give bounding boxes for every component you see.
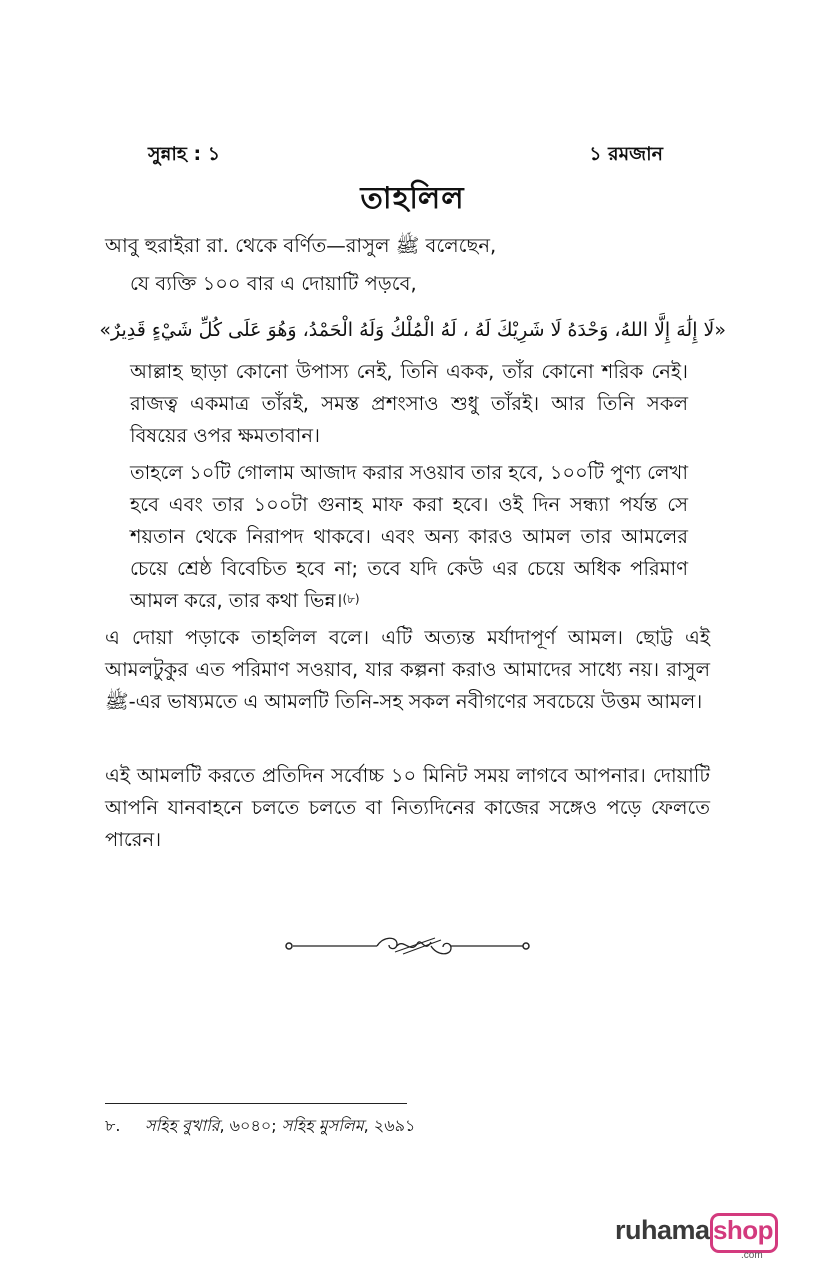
- hadith-intro: আবু হুরাইরা রা. থেকে বর্ণিত—রাসুল ﷺ বলেছেন,: [105, 234, 497, 257]
- footnote-rule: [105, 1103, 407, 1104]
- practice-paragraph: এই আমলটি করতে প্রতিদিন সর্বোচ্চ ১০ মিনিট সময় লাগবে আপনার। দোয়াটি আপনি যানবাহনে চলতে চলতে বা নিত্যদিনের কাজের সঙ্গেও পড়ে ফেলতে পারেন।: [105, 764, 710, 851]
- footnote-source-muslim: সহিহ মুসলিম: [281, 1116, 364, 1135]
- footnote: [105, 1113, 415, 1139]
- header-left: সুন্নাহ : ১: [148, 143, 221, 165]
- explanation-paragraph: এ দোয়া পড়াকে তাহলিল বলে। এটি অত্যন্ত মর্যাদাপূর্ণ আমল। ছোট্ট এই আমলটুকুর এত পরিমাণ সওয়াব, যার কল্পনা করাও আমাদের সাধ্যে নয়। রাসুল ﷺ-এর ভাষ্যমতে এ আমলটি তিনি-সহ সকল নবীগণের সবচেয়ে উত্তম আমল।: [105, 626, 710, 713]
- footnote-number-bukhari: , ৬০৪০;: [219, 1116, 282, 1135]
- hadith-reward: [130, 457, 688, 617]
- page-title: তাহলিল: [360, 181, 465, 216]
- footnote-reference[interactable]: (৮): [342, 592, 360, 606]
- footnote-number: ৮.: [105, 1116, 121, 1135]
- ornament-divider: [285, 930, 530, 962]
- logo-text-com: .com: [741, 1250, 763, 1261]
- dua-meaning: আল্লাহ ছাড়া কোনো উপাস্য নেই, তিনি একক, তাঁর কোনো শরিক নেই। রাজত্ব একমাত্র তাঁরই, সমস্ত প্রশংসাও শুধু তাঁরই। আর তিনি সকল বিষয়ের ওপর ক্ষমতাবান।: [130, 360, 688, 447]
- hadith-condition: যে ব্যক্তি ১০০ বার এ দোয়াটি পড়বে,: [130, 272, 417, 295]
- ruhamashop-logo: [615, 1213, 777, 1261]
- logo-text-ruhama: ruhama: [615, 1215, 710, 1245]
- footnote-source-bukhari: সহিহ বুখারি: [145, 1116, 220, 1135]
- logo-text-shop: shop: [712, 1215, 774, 1245]
- arabic-dua: «لَا إِلَٰهَ إِلَّا اللهُ، وَحْدَهُ لَا شَرِيْكَ لَهُ ، لَهُ الْمُلْكُ وَلَهُ الْحَمْدُ، وَهُوَ عَلَى كُلِّ شَيْءٍ قَدِيرٌ»: [99, 319, 726, 341]
- header-right: ১ রমজান: [589, 143, 663, 165]
- reward-text: তাহলে ১০টি গোলাম আজাদ করার সওয়াব তার হবে, ১০০টি পুণ্য লেখা হবে এবং তার ১০০টা গুনাহ মাফ করা হবে। ওই দিন সন্ধ্যা পর্যন্ত সে শয়তান থেকে নিরাপদ থাকবে। এবং অন্য কারও আমল তার আমলের চেয়ে শ্রেষ্ঠ বিবেচিত হবে না; তবে যদি কেউ এর চেয়ে অধিক পরিমাণ আমল করে, তার কথা ভিন্ন।: [130, 461, 688, 612]
- footnote-number-muslim: , ২৬৯১: [363, 1116, 416, 1135]
